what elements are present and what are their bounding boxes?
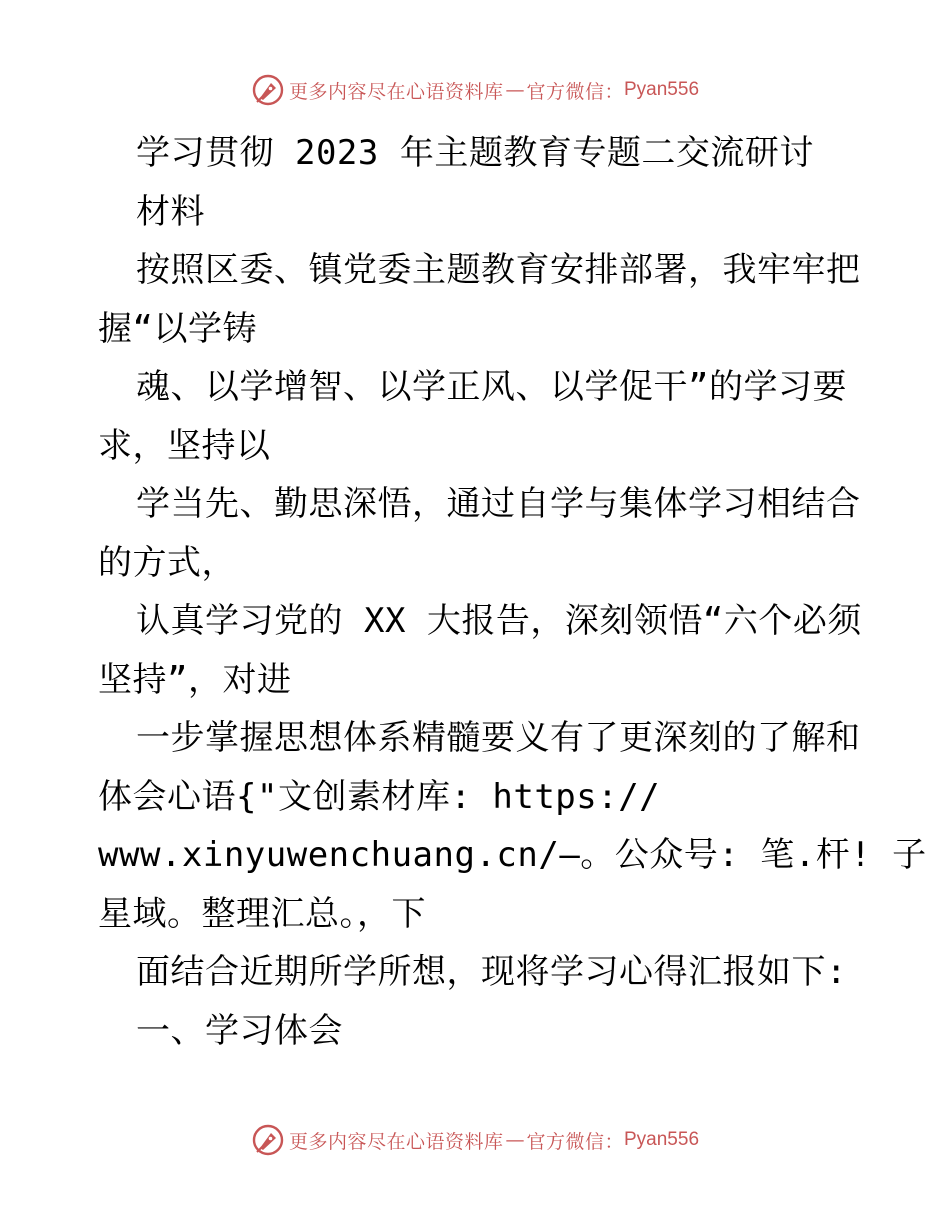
text-line: 认真学习党的 XX 大报告，深刻领悟“六个必须 bbox=[136, 601, 862, 641]
watermark-separator: — bbox=[505, 1129, 525, 1151]
text-line: 体会心语{"文创素材库: https:// bbox=[98, 776, 661, 817]
text-line: 按照区委、镇党委主题教育安排部署，我牢牢把 bbox=[136, 250, 861, 290]
footer-watermark bbox=[0, 1120, 950, 1160]
text-line: 坚持”，对进 bbox=[98, 659, 292, 700]
text-line: www.xinyuwenchuang.cn/—。公众号: 笔.杆! 子 bbox=[98, 835, 927, 875]
document-body bbox=[98, 124, 927, 1060]
header-watermark bbox=[0, 70, 950, 110]
text-line: 星域。整理汇总。，下 bbox=[98, 893, 426, 934]
watermark-account: Pyan556 bbox=[624, 1129, 700, 1150]
text-line: 求，坚持以 bbox=[98, 425, 271, 466]
text-line: 一步掌握思想体系精髓要义有了更深刻的了解和 bbox=[136, 718, 861, 758]
text-line: 握“以学铸 bbox=[98, 308, 257, 349]
watermark-text: 更多内容尽在心语资料库 bbox=[288, 80, 504, 103]
text-line: 材料 bbox=[136, 191, 205, 232]
pen-nib-logo-icon bbox=[251, 1123, 285, 1157]
text-line: 一、学习体会 bbox=[136, 1010, 343, 1051]
text-line: 的方式， bbox=[98, 542, 236, 583]
watermark-label: 官方微信： bbox=[526, 1130, 624, 1153]
watermark-label: 官方微信： bbox=[526, 80, 624, 103]
text-line: 魂、以学增智、以学正风、以学促干”的学习要 bbox=[136, 367, 847, 407]
watermark-separator: — bbox=[505, 79, 525, 101]
text-line: 面结合近期所学所想，现将学习心得汇报如下: bbox=[136, 952, 847, 992]
pen-nib-logo-icon bbox=[251, 73, 285, 107]
text-line: 学当先、勤思深悟，通过自学与集体学习相结合 bbox=[136, 484, 861, 524]
text-line: 学习贯彻 2023 年主题教育专题二交流研讨 bbox=[136, 133, 814, 173]
watermark-text: 更多内容尽在心语资料库 bbox=[288, 1130, 504, 1153]
watermark-account: Pyan556 bbox=[624, 79, 700, 100]
